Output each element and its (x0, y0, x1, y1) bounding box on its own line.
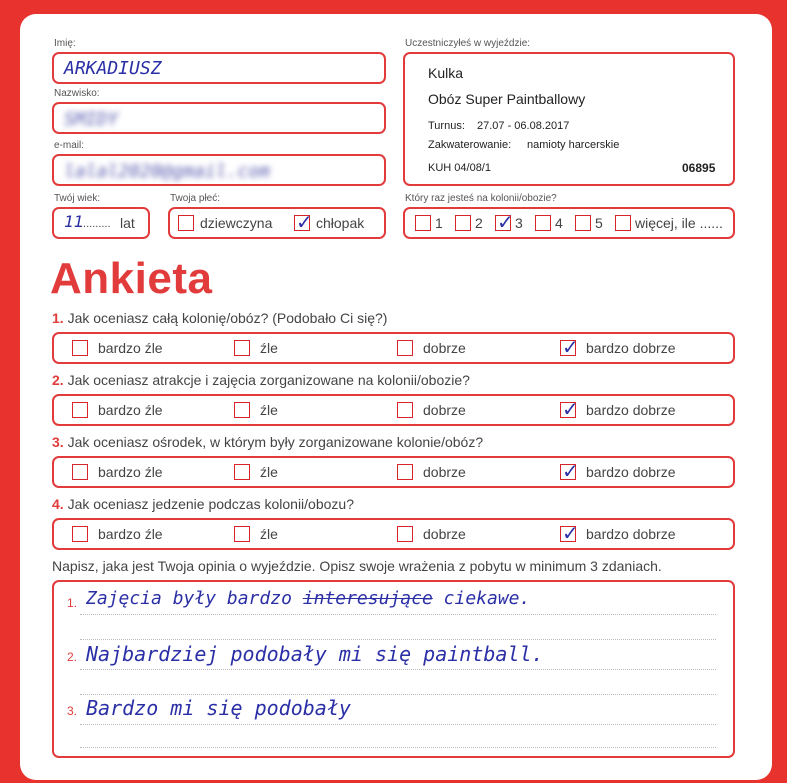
q2-bad-label: źle (260, 402, 278, 418)
question-2-num: 2. (52, 372, 64, 388)
times-1-label: 1 (435, 215, 443, 231)
age-label: Twój wiek: (54, 193, 101, 204)
opinion-line-1-rest: ciekawe. (443, 588, 531, 609)
q2-very-bad-label: bardzo źle (98, 402, 163, 418)
q1-bad-checkbox[interactable] (234, 340, 250, 356)
opinion-rule-3 (80, 669, 716, 670)
female-checkbox[interactable] (178, 215, 194, 231)
question-1-num: 1. (52, 310, 64, 326)
trip-info-box (403, 52, 735, 186)
q2-very-bad-checkbox[interactable] (72, 402, 88, 418)
turnus-value: 27.07 - 06.08.2017 (477, 120, 570, 132)
name-label: Imię: (54, 38, 76, 49)
age-unit: lat (120, 215, 135, 231)
times-3-label: 3 (515, 215, 523, 231)
q3-bad-label: źle (260, 464, 278, 480)
opinion-rule-5 (80, 724, 716, 725)
question-1-text: Jak oceniasz całą kolonię/obóz? (Podobało Ci się?) (67, 310, 388, 326)
q3-very-good-label: bardzo dobrze (586, 464, 676, 480)
opinion-line-1-struck: interesujące (302, 588, 433, 609)
question-1 (52, 310, 387, 326)
trip-camp: Obóz Super Paintballowy (428, 91, 586, 107)
age-dots: .......... (80, 218, 111, 230)
surname-value: SMIDY (64, 109, 119, 130)
times-2-label: 2 (475, 215, 483, 231)
name-field[interactable] (52, 52, 386, 84)
opinion-line-2-num: 2. (67, 650, 78, 664)
q1-good-checkbox[interactable] (397, 340, 413, 356)
q4-bad-label: źle (260, 526, 278, 542)
lodging-label: Zakwaterowanie: (428, 139, 512, 151)
times-4-label: 4 (555, 215, 563, 231)
times-3-checkbox[interactable] (495, 215, 511, 231)
q4-good-checkbox[interactable] (397, 526, 413, 542)
question-3-num: 3. (52, 434, 64, 450)
q3-very-good-checkbox[interactable] (560, 464, 576, 480)
opinion-line-1-text: Zajęcia były bardzo (86, 588, 292, 609)
q4-bad-checkbox[interactable] (234, 526, 250, 542)
q2-good-label: dobrze (423, 402, 466, 418)
female-label: dziewczyna (200, 215, 273, 231)
survey-title: Ankieta (50, 254, 213, 303)
age-field[interactable] (52, 207, 150, 239)
q1-very-bad-checkbox[interactable] (72, 340, 88, 356)
lodging-value: namioty harcerskie (527, 139, 620, 151)
trip-name: Kulka (428, 65, 464, 81)
q1-very-good-label: bardzo dobrze (586, 340, 676, 356)
opinion-line-2: Najbardziej podobały mi się paintball. (86, 642, 544, 666)
gender-group (168, 207, 386, 239)
times-1-checkbox[interactable] (415, 215, 431, 231)
q3-good-checkbox[interactable] (397, 464, 413, 480)
survey-sheet (20, 14, 772, 780)
email-value: lalal2020@gmail.com (64, 161, 270, 182)
question-2-options (52, 394, 735, 426)
q3-good-label: dobrze (423, 464, 466, 480)
q1-very-good-checkbox[interactable] (560, 340, 576, 356)
participated-label: Uczestniczyłeś w wyjeździe: (405, 38, 531, 49)
question-3-options (52, 456, 735, 488)
q1-bad-label: źle (260, 340, 278, 356)
q3-bad-checkbox[interactable] (234, 464, 250, 480)
times-4-checkbox[interactable] (535, 215, 551, 231)
email-label: e-mail: (54, 140, 85, 151)
turnus-label: Turnus: (428, 120, 465, 132)
times-2-checkbox[interactable] (455, 215, 471, 231)
q4-very-bad-checkbox[interactable] (72, 526, 88, 542)
opinion-line-1 (86, 588, 530, 609)
email-field[interactable] (52, 154, 386, 186)
opinion-rule-2 (80, 639, 716, 640)
q1-very-bad-label: bardzo źle (98, 340, 163, 356)
male-label: chłopak (316, 215, 365, 231)
question-4-options (52, 518, 735, 550)
question-4 (52, 496, 354, 512)
question-1-options (52, 332, 735, 364)
times-label: Który raz jesteś na kolonii/obozie? (405, 193, 557, 204)
q1-good-label: dobrze (423, 340, 466, 356)
times-5-label: 5 (595, 215, 603, 231)
trip-code: KUH 04/08/1 (428, 162, 491, 174)
q4-very-good-label: bardzo dobrze (586, 526, 676, 542)
question-3-text: Jak oceniasz ośrodek, w którym były zorganizowane kolonie/obóz? (67, 434, 484, 450)
q3-very-bad-checkbox[interactable] (72, 464, 88, 480)
times-5-checkbox[interactable] (575, 215, 591, 231)
question-4-text: Jak oceniasz jedzenie podczas kolonii/obozu? (67, 496, 354, 512)
question-4-num: 4. (52, 496, 64, 512)
question-2 (52, 372, 470, 388)
q3-very-bad-label: bardzo źle (98, 464, 163, 480)
surname-field[interactable] (52, 102, 386, 134)
q4-very-bad-label: bardzo źle (98, 526, 163, 542)
times-group (403, 207, 735, 239)
opinion-line-3-num: 3. (67, 704, 78, 718)
question-2-text: Jak oceniasz atrakcje i zajęcia zorganizowane na kolonii/obozie? (67, 372, 470, 388)
times-more-checkbox[interactable] (615, 215, 631, 231)
opinion-rule-1 (80, 614, 716, 615)
opinion-line-1-num: 1. (67, 596, 78, 610)
question-3 (52, 434, 483, 450)
opinion-rule-4 (80, 694, 716, 695)
male-checkbox[interactable] (294, 215, 310, 231)
q2-very-good-checkbox[interactable] (560, 402, 576, 418)
q2-very-good-label: bardzo dobrze (586, 402, 676, 418)
opinion-rule-6 (80, 747, 716, 748)
gender-label: Twoja płeć: (170, 193, 221, 204)
times-more-label: więcej, ile ...... (635, 215, 723, 231)
opinion-prompt: Napisz, jaka jest Twoja opinia o wyjeździe. Opisz swoje wrażenia z pobytu w minimum 3 zdaniach. (52, 558, 662, 574)
age-value: 11 (64, 212, 84, 231)
q4-very-good-checkbox[interactable] (560, 526, 576, 542)
opinion-line-3: Bardzo mi się podobały (86, 696, 351, 720)
q4-good-label: dobrze (423, 526, 466, 542)
surname-label: Nazwisko: (54, 88, 100, 99)
trip-number: 06895 (682, 161, 716, 175)
q2-good-checkbox[interactable] (397, 402, 413, 418)
q2-bad-checkbox[interactable] (234, 402, 250, 418)
name-value: ARKADIUSZ (64, 58, 162, 79)
